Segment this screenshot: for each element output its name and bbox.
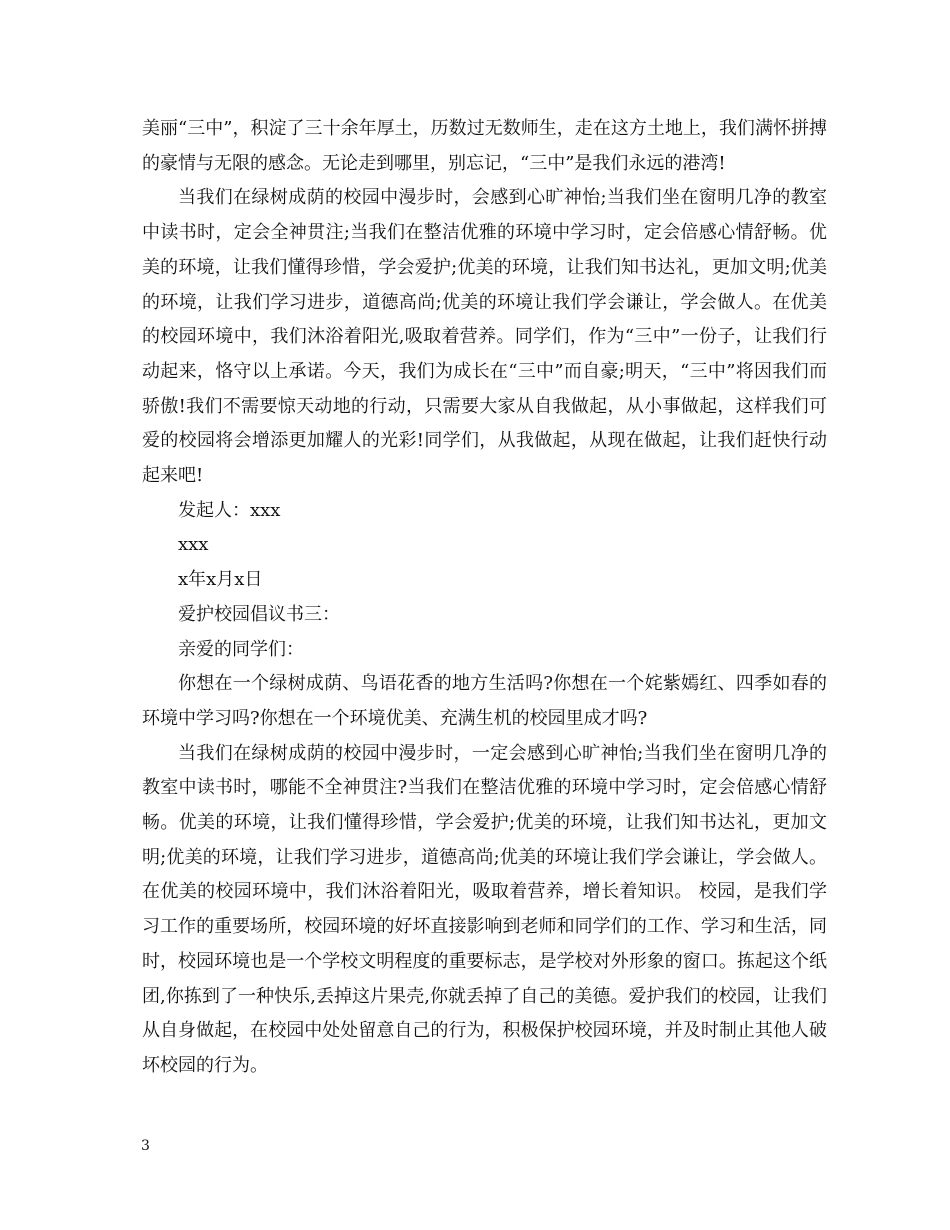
paragraph-environment: 当我们在绿树成荫的校园中漫步时，会感到心旷神怡;当我们坐在窗明几净的教室中读书时，定会全神贯注;当我们在整洁优雅的环境中学习时，定会倍感心情舒畅。优美的环境，让我们懂得珍惜，学会爱护;优美的环境，让我们知书达礼，更加文明;优美的环境，让我们学习进步，道德高尚;优美的环境让我们学会谦让，学会做人。在优美的校园环境中，我们沐浴着阳光,吸取着营养。同学们，作为“三中”一份子，让我们行动起来，恪守以上承诺。今天，我们为成长在“三中”而自豪;明天，“三中”将因我们而骄傲!我们不需要惊天动地的行动，只需要大家从自我做起，从小事做起，这样我们可爱的校园将会增添更加耀人的光彩!同学们，从我做起，从现在做起，让我们赶快行动起来吧! — [142, 187, 827, 487]
paragraph-continuation: 美丽“三中”，积淀了三十余年厚土，历数过无数师生，走在这方土地上，我们满怀拼搏的豪情与无限的感念。无论走到哪里，别忘记，“三中”是我们永远的港湾! — [142, 118, 827, 174]
paragraph-questions: 你想在一个绿树成荫、鸟语花香的地方生活吗?你想在一个姹紫嫣红、四季如春的环境中学习吗?你想在一个环境优美、充满生机的校园里成才吗? — [142, 673, 827, 729]
initiator-line: 发起人：xxx — [178, 499, 281, 521]
date-line: x年x月x日 — [178, 569, 263, 591]
paragraph-campus: 当我们在绿树成荫的校园中漫步时，一定会感到心旷神怡;当我们坐在窗明几净的教室中读书时，哪能不全神贯注?当我们在整洁优雅的环境中学习时，定会倍感心情舒畅。优美的环境，让我们懂得珍惜，学会爱护;优美的环境，让我们知书达礼，更加文明;优美的环境，让我们学习进步，道德高尚;优美的环境让我们学会谦让，学会做人。在优美的校园环境中，我们沐浴着阳光，吸取着营养，增长着知识。 校园，是我们学习工作的重要场所，校园环境的好坏直接影响到老师和同学们的工作、学习和生活，同时，校园环境也是一个学校文明程度的重要标志，是学校对外形象的窗口。拣起这个纸团,你拣到了一种快乐,丢掉这片果壳,你就丢掉了自己的美德。爱护我们的校园，让我们从自身做起，在校园中处处留意自己的行为，积极保护校园环境，并及时制止其他人破坏校园的行为。 — [142, 742, 827, 1076]
page-number: 3 — [141, 1138, 150, 1154]
document-body — [142, 112, 827, 1084]
salutation: 亲爱的同学们： — [178, 638, 304, 660]
signature-name: xxx — [178, 534, 209, 556]
section-heading: 爱护校园倡议书三： — [178, 603, 340, 625]
